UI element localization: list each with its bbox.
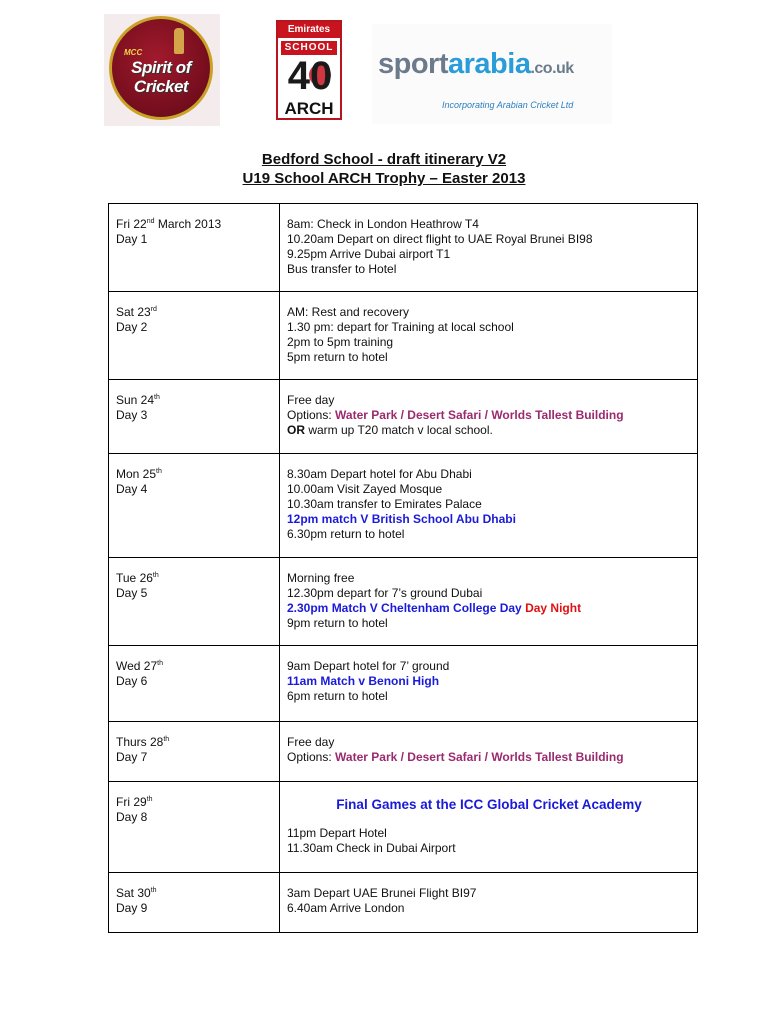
day-cell: [109, 722, 280, 782]
date-label: [116, 217, 273, 232]
emirates-school-arch-logo: [276, 20, 342, 120]
day-cell: [109, 646, 280, 722]
title-line-2: U19 School ARCH Trophy – Easter 2013: [242, 170, 526, 187]
activity-text: Free day: [287, 393, 335, 407]
table-row: [109, 292, 698, 380]
day-cell: [109, 782, 280, 873]
activity-line: [287, 393, 691, 408]
table-row: [109, 558, 698, 646]
date-suffix-superscript: th: [152, 572, 159, 579]
date-suffix-superscript: th: [157, 660, 163, 667]
date-text: Tue 26: [116, 571, 153, 585]
wordmark-domain: .co.uk: [530, 60, 574, 77]
activity-line: [287, 247, 691, 262]
activities-cell: [280, 646, 698, 722]
logo-line-2: Cricket: [133, 77, 189, 96]
date-text: Thurs 28: [116, 735, 164, 749]
day-cell: [109, 380, 280, 454]
header-logos: [104, 14, 614, 126]
activity-line: [287, 335, 691, 350]
activity-line: [287, 350, 691, 365]
activity-text: 10.30am transfer to Emirates Palace: [287, 497, 482, 511]
activity-text: 10.20am Depart on direct flight to UAE Royal Brunei BI98: [287, 232, 593, 246]
activity-text: 5pm return to hotel: [287, 350, 388, 364]
activity-line: [287, 750, 691, 765]
activity-line: [287, 467, 691, 482]
activity-highlight-blue: 12pm match V British School Abu Dhabi: [287, 512, 516, 526]
activities-cell: [280, 782, 698, 873]
activity-line: [287, 689, 691, 704]
activities-cell: [280, 873, 698, 933]
activity-text: 11pm Depart Hotel: [287, 826, 387, 840]
day-number: Day 7: [116, 750, 148, 764]
activity-text: Free day: [287, 735, 335, 749]
date-suffix-superscript: nd: [146, 218, 155, 225]
date-text: Fri 22: [116, 217, 147, 231]
activity-text: 8am: Check in London Heathrow T4: [287, 217, 479, 231]
logo-line-1: Spirit of: [131, 58, 191, 77]
activities-cell: [280, 454, 698, 558]
activity-highlight-purple: Water Park / Desert Safari / Worlds Tallest Building: [335, 750, 624, 764]
date-label: [116, 795, 273, 810]
sportarabia-logo: [372, 24, 612, 124]
activities-cell: [280, 204, 698, 292]
table-row: [109, 782, 698, 873]
activity-text: Bus transfer to Hotel: [287, 262, 397, 276]
date-text: Sat 23: [116, 305, 151, 319]
date-label: [116, 467, 273, 482]
date-label: [116, 735, 273, 750]
sportarabia-tagline: Incorporating Arabian Cricket Ltd: [442, 100, 574, 110]
logo-school-text: SCHOOL: [281, 41, 337, 55]
activity-line: [287, 423, 691, 438]
activity-line: [287, 841, 691, 856]
table-row: [109, 722, 698, 782]
activity-line: [287, 586, 691, 601]
activity-text: 6pm return to hotel: [287, 689, 388, 703]
section-heading: Final Games at the ICC Global Cricket Academy: [336, 797, 642, 812]
mcc-spirit-of-cricket-logo: [104, 14, 220, 126]
date-text: Sun 24: [116, 393, 155, 407]
day-cell: [109, 454, 280, 558]
sportarabia-wordmark: [378, 48, 574, 81]
activity-text: 11.30am Check in Dubai Airport: [287, 841, 456, 855]
activity-highlight-red: Day Night: [525, 601, 582, 615]
date-text: Sat 30: [116, 886, 151, 900]
date-text: Wed 27: [116, 659, 158, 673]
activities-cell: [280, 558, 698, 646]
table-row: [109, 454, 698, 558]
activity-highlight-bold: OR: [287, 423, 305, 437]
logo-emirates-text: Emirates: [278, 22, 340, 38]
date-label: [116, 886, 273, 901]
activity-highlight-purple: Water Park / Desert Safari / Worlds Tallest Building: [335, 408, 624, 422]
activity-line: [287, 217, 691, 232]
day-number: Day 1: [116, 232, 148, 246]
activity-text: AM: Rest and recovery: [287, 305, 410, 319]
activity-text: 6.40am Arrive London: [287, 901, 405, 915]
date-suffix-superscript: th: [154, 394, 160, 401]
activities-cell: [280, 380, 698, 454]
date-month-text: March 2013: [154, 217, 222, 231]
activity-line: [287, 482, 691, 497]
activity-text: 1.30 pm: depart for Training at local school: [287, 320, 514, 334]
activity-text: 9pm return to hotel: [287, 616, 388, 630]
logo-mcc-text: MCC: [124, 48, 143, 57]
activity-text: 2pm to 5pm training: [287, 335, 394, 349]
day-number: Day 6: [116, 674, 148, 688]
logo-number: 40: [287, 54, 333, 98]
date-suffix-superscript: th: [146, 796, 153, 803]
activity-line: [287, 571, 691, 586]
activity-line: [287, 674, 691, 689]
title-line-1: Bedford School - draft itinerary V2: [261, 151, 507, 168]
itinerary-table: [108, 203, 698, 933]
day-cell: [109, 873, 280, 933]
activity-line: [287, 305, 691, 320]
activity-line: [287, 901, 691, 916]
wordmark-arabia: arabia: [448, 48, 531, 80]
activity-text: Morning free: [287, 571, 355, 585]
day-cell: [109, 292, 280, 380]
table-row: [109, 873, 698, 933]
table-row: [109, 204, 698, 292]
date-suffix-superscript: rd: [150, 306, 157, 313]
activity-text: warm up T20 match v local school.: [305, 423, 493, 437]
activity-line: [287, 262, 691, 277]
activity-text: 9am Depart hotel for 7’ ground: [287, 659, 450, 673]
batsman-figure-icon: [174, 28, 184, 54]
day-cell: [109, 558, 280, 646]
activity-line: [287, 497, 691, 512]
date-label: [116, 305, 273, 320]
activity-text: 10.00am Visit Zayed Mosque: [287, 482, 443, 496]
activity-text: Options:: [287, 408, 336, 422]
activities-cell: [280, 292, 698, 380]
activity-line: [287, 320, 691, 335]
activity-text: 12.30pm depart for 7’s ground Dubai: [287, 586, 483, 600]
date-label: [116, 659, 273, 674]
day-number: Day 9: [116, 901, 148, 915]
activity-line: [287, 659, 691, 674]
activity-line: [287, 408, 691, 423]
date-label: [116, 571, 273, 586]
date-suffix-superscript: th: [150, 887, 157, 894]
date-suffix-superscript: th: [156, 468, 162, 475]
day-number: Day 5: [116, 586, 148, 600]
activity-line: [287, 616, 691, 631]
date-suffix-superscript: th: [163, 736, 170, 743]
activity-highlight-blue: 11am Match v Benoni High: [287, 674, 440, 688]
activity-highlight-blue: 2.30pm Match V Cheltenham College Day: [287, 601, 526, 615]
day-number: Day 4: [116, 482, 148, 496]
day-number: Day 2: [116, 320, 148, 334]
activity-line: [287, 826, 691, 841]
activity-text: 8.30am Depart hotel for Abu Dhabi: [287, 467, 472, 481]
activity-text: 6.30pm return to hotel: [287, 527, 405, 541]
activity-line: [287, 735, 691, 750]
activity-text: Options:: [287, 750, 336, 764]
activity-line: [287, 601, 691, 616]
activity-line: [287, 232, 691, 247]
activity-line: [287, 527, 691, 542]
date-text: Fri 29: [116, 795, 147, 809]
activity-text: 3am Depart UAE Brunei Flight BI97: [287, 886, 477, 900]
day-cell: [109, 204, 280, 292]
day-number: Day 3: [116, 408, 148, 422]
activities-cell: [280, 722, 698, 782]
day-number: Day 8: [116, 810, 148, 824]
date-label: [116, 393, 273, 408]
table-row: [109, 646, 698, 722]
activity-line: [287, 886, 691, 901]
activity-line: [287, 512, 691, 527]
document-title: [0, 150, 768, 188]
activity-text: 9.25pm Arrive Dubai airport T1: [287, 247, 451, 261]
date-text: Mon 25: [116, 467, 157, 481]
logo-arch-text: ARCH: [284, 99, 334, 118]
table-row: [109, 380, 698, 454]
wordmark-sport: sport: [378, 48, 448, 80]
